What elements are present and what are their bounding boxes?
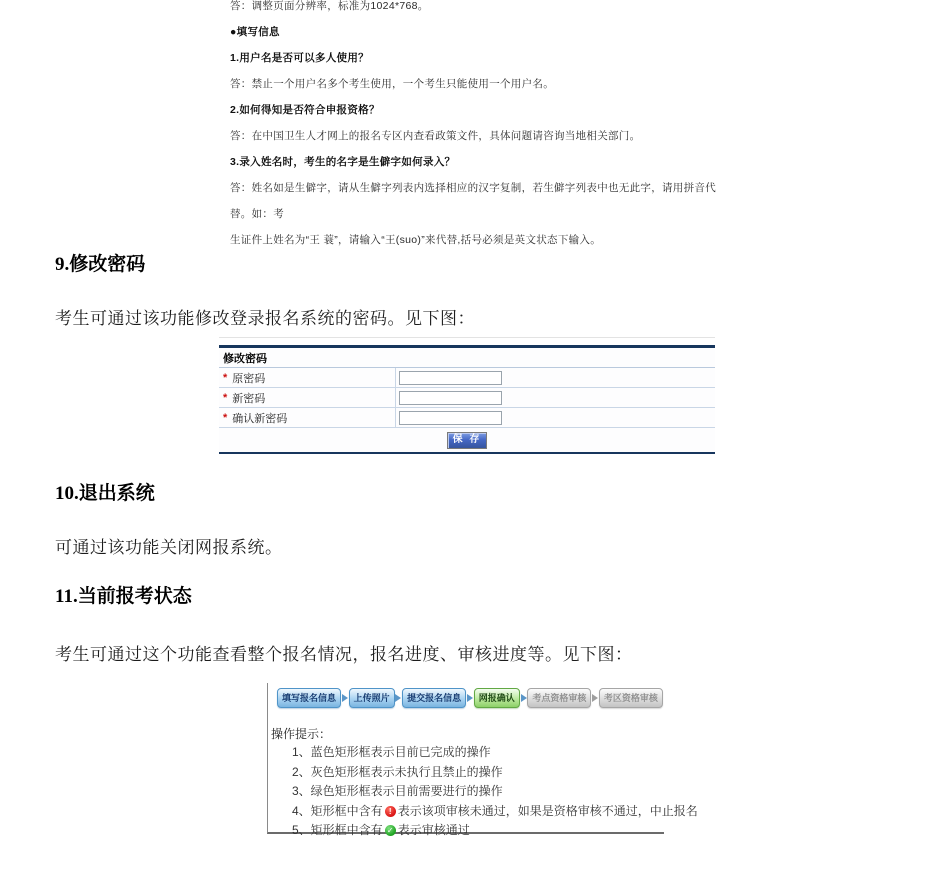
section-11-paragraph: 考生可通过这个功能查看整个报名情况，报名进度、审核进度等。见下图： <box>55 645 633 664</box>
section-9-heading: 9.修改密码 <box>55 254 146 275</box>
new-password-label-cell <box>219 388 396 407</box>
tip-item-4 <box>292 802 698 822</box>
faq-answer-cut: 答：调整页面分辨率，标准为1024*768。 <box>230 0 429 12</box>
registration-status-panel <box>267 683 698 837</box>
arrow-right-icon <box>467 694 473 702</box>
tip-item-5-prefix: 5、矩形框中含有 <box>292 823 383 837</box>
new-password-input[interactable] <box>399 391 502 405</box>
flow-step-online-confirm: 网报确认 <box>474 688 520 708</box>
section-11-heading: 11.当前报考状态 <box>55 586 192 607</box>
new-password-input-cell <box>396 391 715 405</box>
tip-item-5-suffix: 表示审核通过 <box>397 823 470 837</box>
tip-item-1: 1、蓝色矩形框表示目前已完成的操作 <box>292 745 491 759</box>
flow-step-upload-photo: 上传照片 <box>349 688 395 708</box>
tip-item-4-suffix: 表示该项审核未通过，如果是资格审核不通过，中止报名 <box>397 803 698 818</box>
flow-step-submit-info: 提交报名信息 <box>402 688 466 708</box>
tip-item-4-prefix: 4、矩形框中含有 <box>292 803 383 818</box>
faq-answer-1: 答：禁止一个用户名多个考生使用，一个考生只能使用一个用户名。 <box>230 78 554 90</box>
confirm-password-input-cell <box>396 411 715 425</box>
tip-item-2: 2、灰色矩形框表示未执行且禁止的操作 <box>292 764 503 779</box>
section-10-heading: 10.退出系统 <box>55 483 155 504</box>
new-password-label: 新密码 <box>232 392 266 405</box>
review-passed-icon: ✓ <box>385 825 396 836</box>
tips-title: 操作提示： <box>271 727 332 741</box>
old-password-label: 原密码 <box>232 372 266 385</box>
section-9-paragraph: 考生可通过该功能修改登录报名系统的密码。见下图： <box>55 309 475 328</box>
confirm-password-label: 确认新密码 <box>232 412 288 425</box>
progress-flow <box>277 688 663 708</box>
faq-question-2: 2.如何得知是否符合申报资格？ <box>230 104 380 116</box>
faq-subsection-title: ●填写信息 <box>230 26 280 38</box>
tip-item-3: 3、绿色矩形框表示目前需要进行的操作 <box>292 784 503 798</box>
save-button[interactable]: 保 存 <box>447 432 487 449</box>
form-title: 修改密码 <box>219 348 715 368</box>
old-password-label-cell <box>219 368 396 387</box>
required-mark: * <box>223 411 228 424</box>
confirm-password-label-cell <box>219 408 396 427</box>
flow-step-fill-info: 填写报名信息 <box>277 688 341 708</box>
old-password-input[interactable] <box>399 371 502 385</box>
form-row-new-password <box>219 388 715 408</box>
faq-question-1: 1.用户名是否可以多人使用？ <box>230 52 369 64</box>
faq-section <box>230 0 735 253</box>
change-password-table <box>219 345 715 454</box>
form-row-old-password <box>219 368 715 388</box>
tips-list <box>292 743 698 841</box>
arrow-right-icon <box>395 694 401 702</box>
tip-item-5 <box>292 821 698 841</box>
change-password-form <box>219 337 715 454</box>
flow-step-district-review: 考区资格审核 <box>599 688 663 708</box>
arrow-right-icon <box>521 694 527 702</box>
flow-step-site-review: 考点资格审核 <box>527 688 591 708</box>
section-10-paragraph: 可通过该功能关闭网报系统。 <box>55 538 283 557</box>
faq-answer-2: 答：在中国卫生人才网上的报名专区内查看政策文件，具体问题请咨询当地相关部门。 <box>230 130 641 142</box>
faq-question-3: 3.录入姓名时，考生的名字是生僻字如何录入？ <box>230 156 456 168</box>
faq-answer-3-line2: 生证件上姓名为“王 蓑”，请输入“王(suo)”来代替,括号必须是英文状态下输入。 <box>230 234 602 246</box>
old-password-input-cell <box>396 371 715 385</box>
faq-answer-3-line1: 答：姓名如是生僻字，请从生僻字列表内选择相应的汉字复制，若生僻字列表中也无此字，请用拼音代替。如：考 <box>230 182 716 220</box>
arrow-right-icon <box>342 694 348 702</box>
arrow-right-icon <box>592 694 598 702</box>
required-mark: * <box>223 391 228 404</box>
required-mark: * <box>223 371 228 384</box>
confirm-password-input[interactable] <box>399 411 502 425</box>
form-row-confirm-password <box>219 408 715 428</box>
review-failed-icon: ! <box>385 806 396 817</box>
form-button-row <box>219 428 715 452</box>
